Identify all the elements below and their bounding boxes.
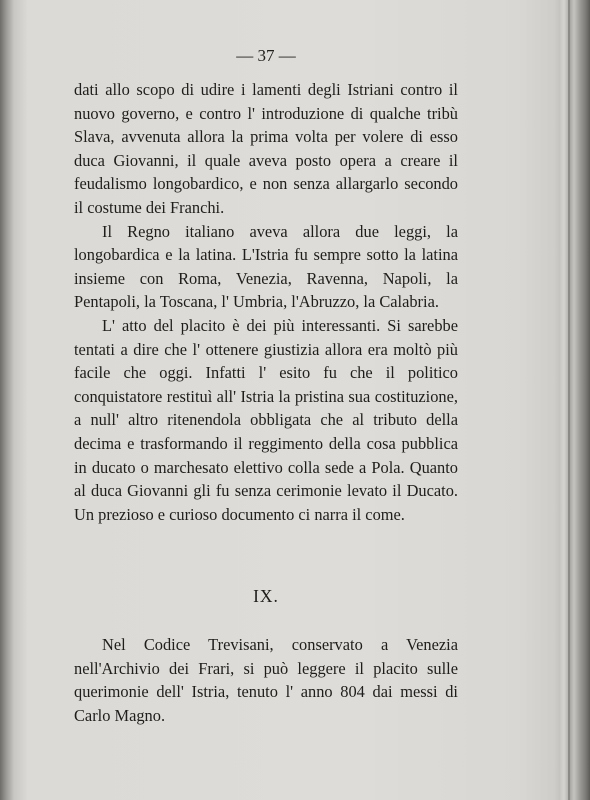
page-number: — 37 — <box>236 46 296 65</box>
paragraph-codice-trevisani: Nel Codice Trevisani, conservato a Venezia nell'Archivio dei Frari, si può leggere il placito sulle querimonie dell' Istria, tenuto l' anno 804 dai messi di Carlo Magno. <box>74 635 458 725</box>
paragraph-regno-italiano: Il Regno italiano aveva allora due leggi, la longobardica e la latina. L'Istria fu sempre sotto la latina insieme con Roma, Venezia, Ravenna, Napoli, la Pentapoli, la Toscana, l' Umbria, l'Abruzzo, la Calabria. <box>74 221 458 312</box>
paragraph-atto-placito: L' atto del placito è dei più interessanti. Si sarebbe tentati a dire che l' ottenere giustizia allora era moltò più facile che oggi. Infatti l' esito fu che il politico conquistatore restituì all' Istria la pristina sua costituzione, a null' altro ritenendola obbligata che al tributo della decima e trasformando il reggimento della cosa pubblica in ducato o marchesato elettivo colla sede a Pola. Quanto al duca Giovanni gli fu senza cerimonie levato il Ducato. Un prezioso e curioso documento ci narra il come. <box>74 315 458 524</box>
body-text-upper <box>74 78 458 526</box>
chapter-heading: IX. <box>253 586 279 606</box>
body-text-lower <box>74 633 458 727</box>
paragraph-continued: dati allo scopo di udire i lamenti degli Istriani contro il nuovo governo, e contro l' introduzione di qualche tribù Slava, avvenuta allora la prima volta per volere di esso duca Giovanni, il quale aveva posto opera a creare il feudalismo longobardico, e non senza allargarlo secondo il costume dei Franchi. <box>74 80 458 217</box>
book-page-edge <box>560 0 590 800</box>
